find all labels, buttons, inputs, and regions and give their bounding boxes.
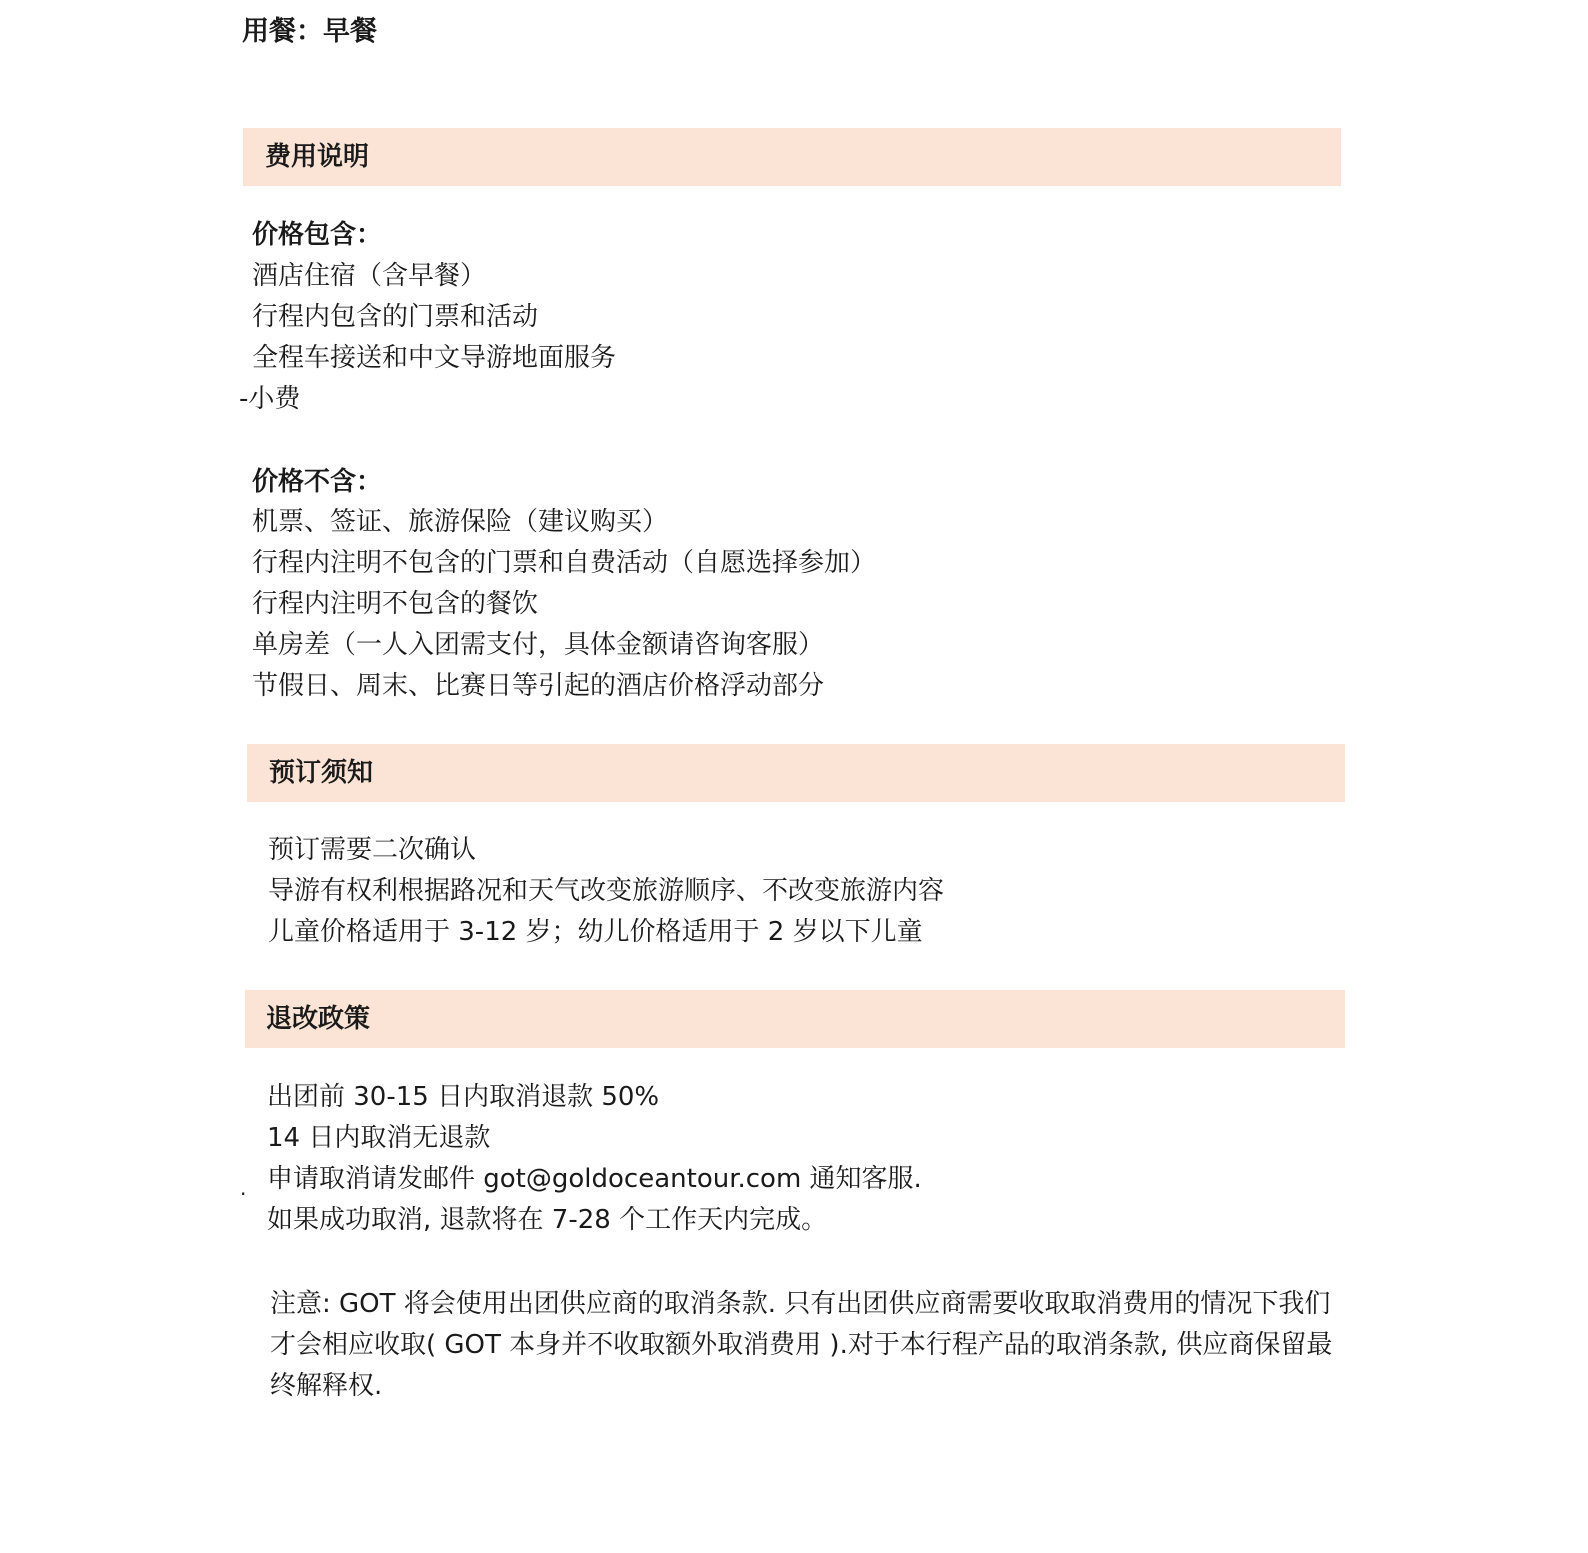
- refund-note: 注意: GOT 将会使用出团供应商的取消条款. 只有出团供应商需要收取取消费用的情况下我们才会相应收取( GOT 本身并不收取额外取消费用 ).对于本行程产品的取消条款, 供应商保留最终解释权.: [270, 1289, 1333, 1401]
- excluded-title: 价格不含：: [252, 467, 383, 497]
- booking-section-banner: [247, 744, 1345, 802]
- excluded-item: 机票、签证、旅游保险（建议购买）: [252, 507, 669, 537]
- refund-section-title: 退改政策: [266, 1004, 371, 1034]
- refund-list: [267, 1077, 922, 1241]
- excluded-item: 单房差（一人入团需支付，具体金额请咨询客服）: [252, 630, 825, 660]
- meal-info: 用餐：早餐: [242, 16, 377, 47]
- refund-item: 出团前 30-15 日内取消退款 50%: [267, 1082, 660, 1112]
- refund-section-banner: [245, 990, 1345, 1048]
- excluded-list: [252, 502, 876, 707]
- refund-item: 如果成功取消, 退款将在 7-28 个工作天内完成。: [267, 1205, 828, 1235]
- excluded-item: 行程内注明不包含的餐饮: [252, 589, 539, 619]
- booking-item: 儿童价格适用于 3-12 岁；幼儿价格适用于 2 岁以下儿童: [268, 917, 923, 947]
- fees-section-banner: [243, 128, 1341, 186]
- excluded-item: 行程内注明不包含的门票和自费活动（自愿选择参加）: [252, 548, 877, 578]
- included-list: [252, 256, 616, 379]
- booking-item: 导游有权利根据路况和天气改变旅游顺序、不改变旅游内容: [268, 876, 945, 906]
- included-item: 酒店住宿（含早餐）: [252, 261, 487, 291]
- fees-section-title: 费用说明: [265, 142, 370, 172]
- included-title: 价格包含：: [252, 220, 383, 250]
- booking-list: [268, 830, 944, 953]
- refund-item: 14 日内取消无退款: [267, 1123, 491, 1153]
- tip-item: -小费: [239, 384, 301, 414]
- excluded-item: 节假日、周末、比赛日等引起的酒店价格浮动部分: [252, 671, 825, 701]
- refund-item: 申请取消请发邮件 got@goldoceantour.com 通知客服.: [267, 1164, 922, 1194]
- booking-item: 预订需要二次确认: [268, 835, 477, 865]
- included-item: 全程车接送和中文导游地面服务: [252, 343, 617, 373]
- booking-section-title: 预订须知: [269, 758, 374, 788]
- included-item: 行程内包含的门票和活动: [252, 302, 539, 332]
- bullet-dot-icon: ·: [240, 1182, 247, 1206]
